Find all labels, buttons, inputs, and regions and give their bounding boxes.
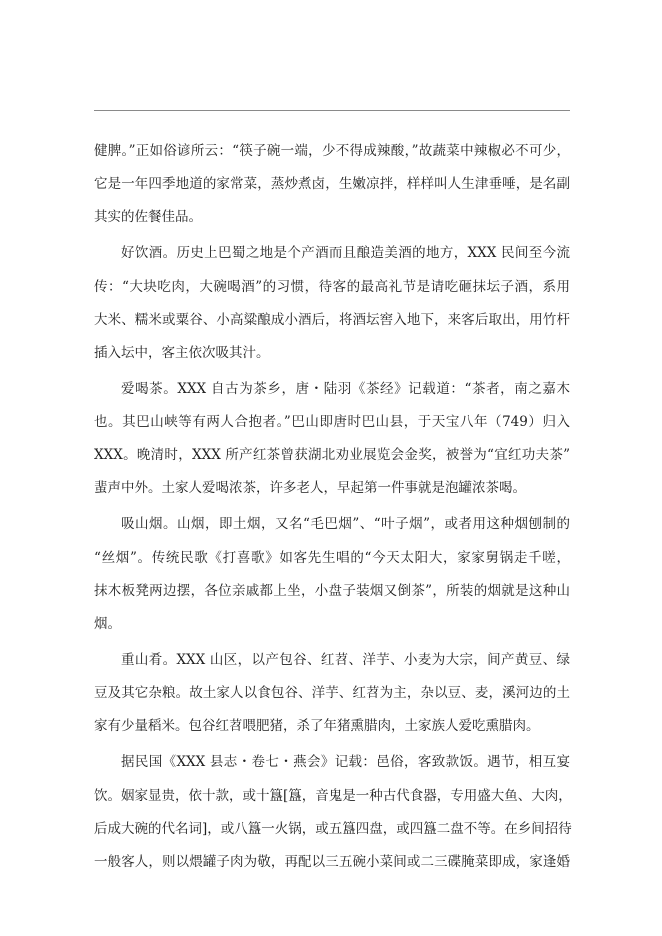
text-line: 健脾。”正如俗谚所云：“筷子碗一端，少不得成辣酸，”故蔬菜中辣椒必不可少， bbox=[94, 143, 570, 159]
text-line: 吸山烟。山烟，即土烟，又名“毛巴烟”、“叶子烟”，或者用这种烟刨制的 bbox=[121, 516, 570, 533]
text-line: 它是一年四季地道的家常菜，蒸炒煮卤，生嫩凉拌，样样叫人生津垂唾，是名副 bbox=[94, 176, 570, 193]
paragraph-tea bbox=[94, 373, 570, 506]
text-line: 家有少量稻米。包谷红苕喂肥猪，杀了年猪熏腊肉，土家族人爱吃熏腊肉。 bbox=[94, 718, 540, 735]
text-line: 豆及其它杂粮。故土家人以食包谷、洋芋、红苕为主，杂以豆、麦，溪河边的土 bbox=[94, 685, 570, 702]
text-line: “丝烟”。传统民歌《打喜歌》如客先生唱的“今天太阳大，家家舅锅走千嗟， bbox=[94, 549, 570, 566]
text-line: 大米、糯米或粟谷、小高粱酿成小酒后，将酒坛窖入地下，来客后取出，用竹杆 bbox=[94, 311, 570, 328]
paragraph-tobacco bbox=[94, 508, 570, 641]
document-body bbox=[94, 135, 570, 879]
text-line: 传：“大块吃肉，大碗喝酒”的习惯，待客的最高礼节是请吃砸抹坛子酒，系用 bbox=[94, 278, 570, 295]
text-line: 重山肴。XXX 山区，以产包谷、红苕、洋芋、小麦为大宗，间产黄豆、绿 bbox=[121, 652, 570, 668]
text-line: 也。其巴山峡等有两人合抱者。”巴山即唐时巴山县，于天宝八年（749）归入 bbox=[94, 414, 570, 431]
text-line: 插入坛中，客主依次吸其汁。 bbox=[94, 344, 270, 361]
paragraph-peppers bbox=[94, 135, 570, 235]
text-line: 好饮酒。历史上巴蜀之地是个产酒而且酿造美酒的地方，XXX 民间至今流 bbox=[121, 245, 570, 262]
text-line: 其实的佐餐佳品。 bbox=[94, 209, 202, 226]
text-line: 一般客人，则以煨罐子肉为敬，再配以三五碗小菜间或二三碟腌菜即成，家逢婚 bbox=[94, 853, 570, 870]
text-line: XXX。晚清时，XXX 所产红茶曾获湖北劝业展览会金奖，被誉为“宜红功夫茶” bbox=[94, 447, 570, 464]
text-line: 后成大碗的代名词]，或八簋一火锅，或五簋四盘，或四簋二盘不等。在乡间招待 bbox=[94, 820, 572, 837]
text-line: 据民国《XXX 县志・卷七・燕会》记载：邑俗，客致款饭。遇节，相互宴 bbox=[121, 754, 570, 771]
paragraph-mountain-food bbox=[94, 644, 570, 744]
paragraph-banquet bbox=[94, 746, 570, 879]
text-line: 饮。姻家显贵，依十款，或十簋[簋，音鬼是一种古代食器，专用盛大鱼、大肉， bbox=[94, 787, 572, 804]
header-rule bbox=[94, 110, 570, 111]
text-line: 爱喝茶。XXX 自古为茶乡，唐・陆羽《茶经》记载道：“茶者，南之嘉木 bbox=[121, 380, 570, 397]
paragraph-wine bbox=[94, 237, 570, 370]
text-line: 蜚声中外。土家人爱喝浓茶，许多老人，早起第一件事就是泡罐浓茶喝。 bbox=[94, 480, 526, 497]
text-line: 烟。 bbox=[94, 616, 121, 633]
text-line: 抹木板凳两边摆，各位亲戚都上坐，小盘子装烟又倒茶”，所装的烟就是这种山 bbox=[94, 582, 570, 599]
